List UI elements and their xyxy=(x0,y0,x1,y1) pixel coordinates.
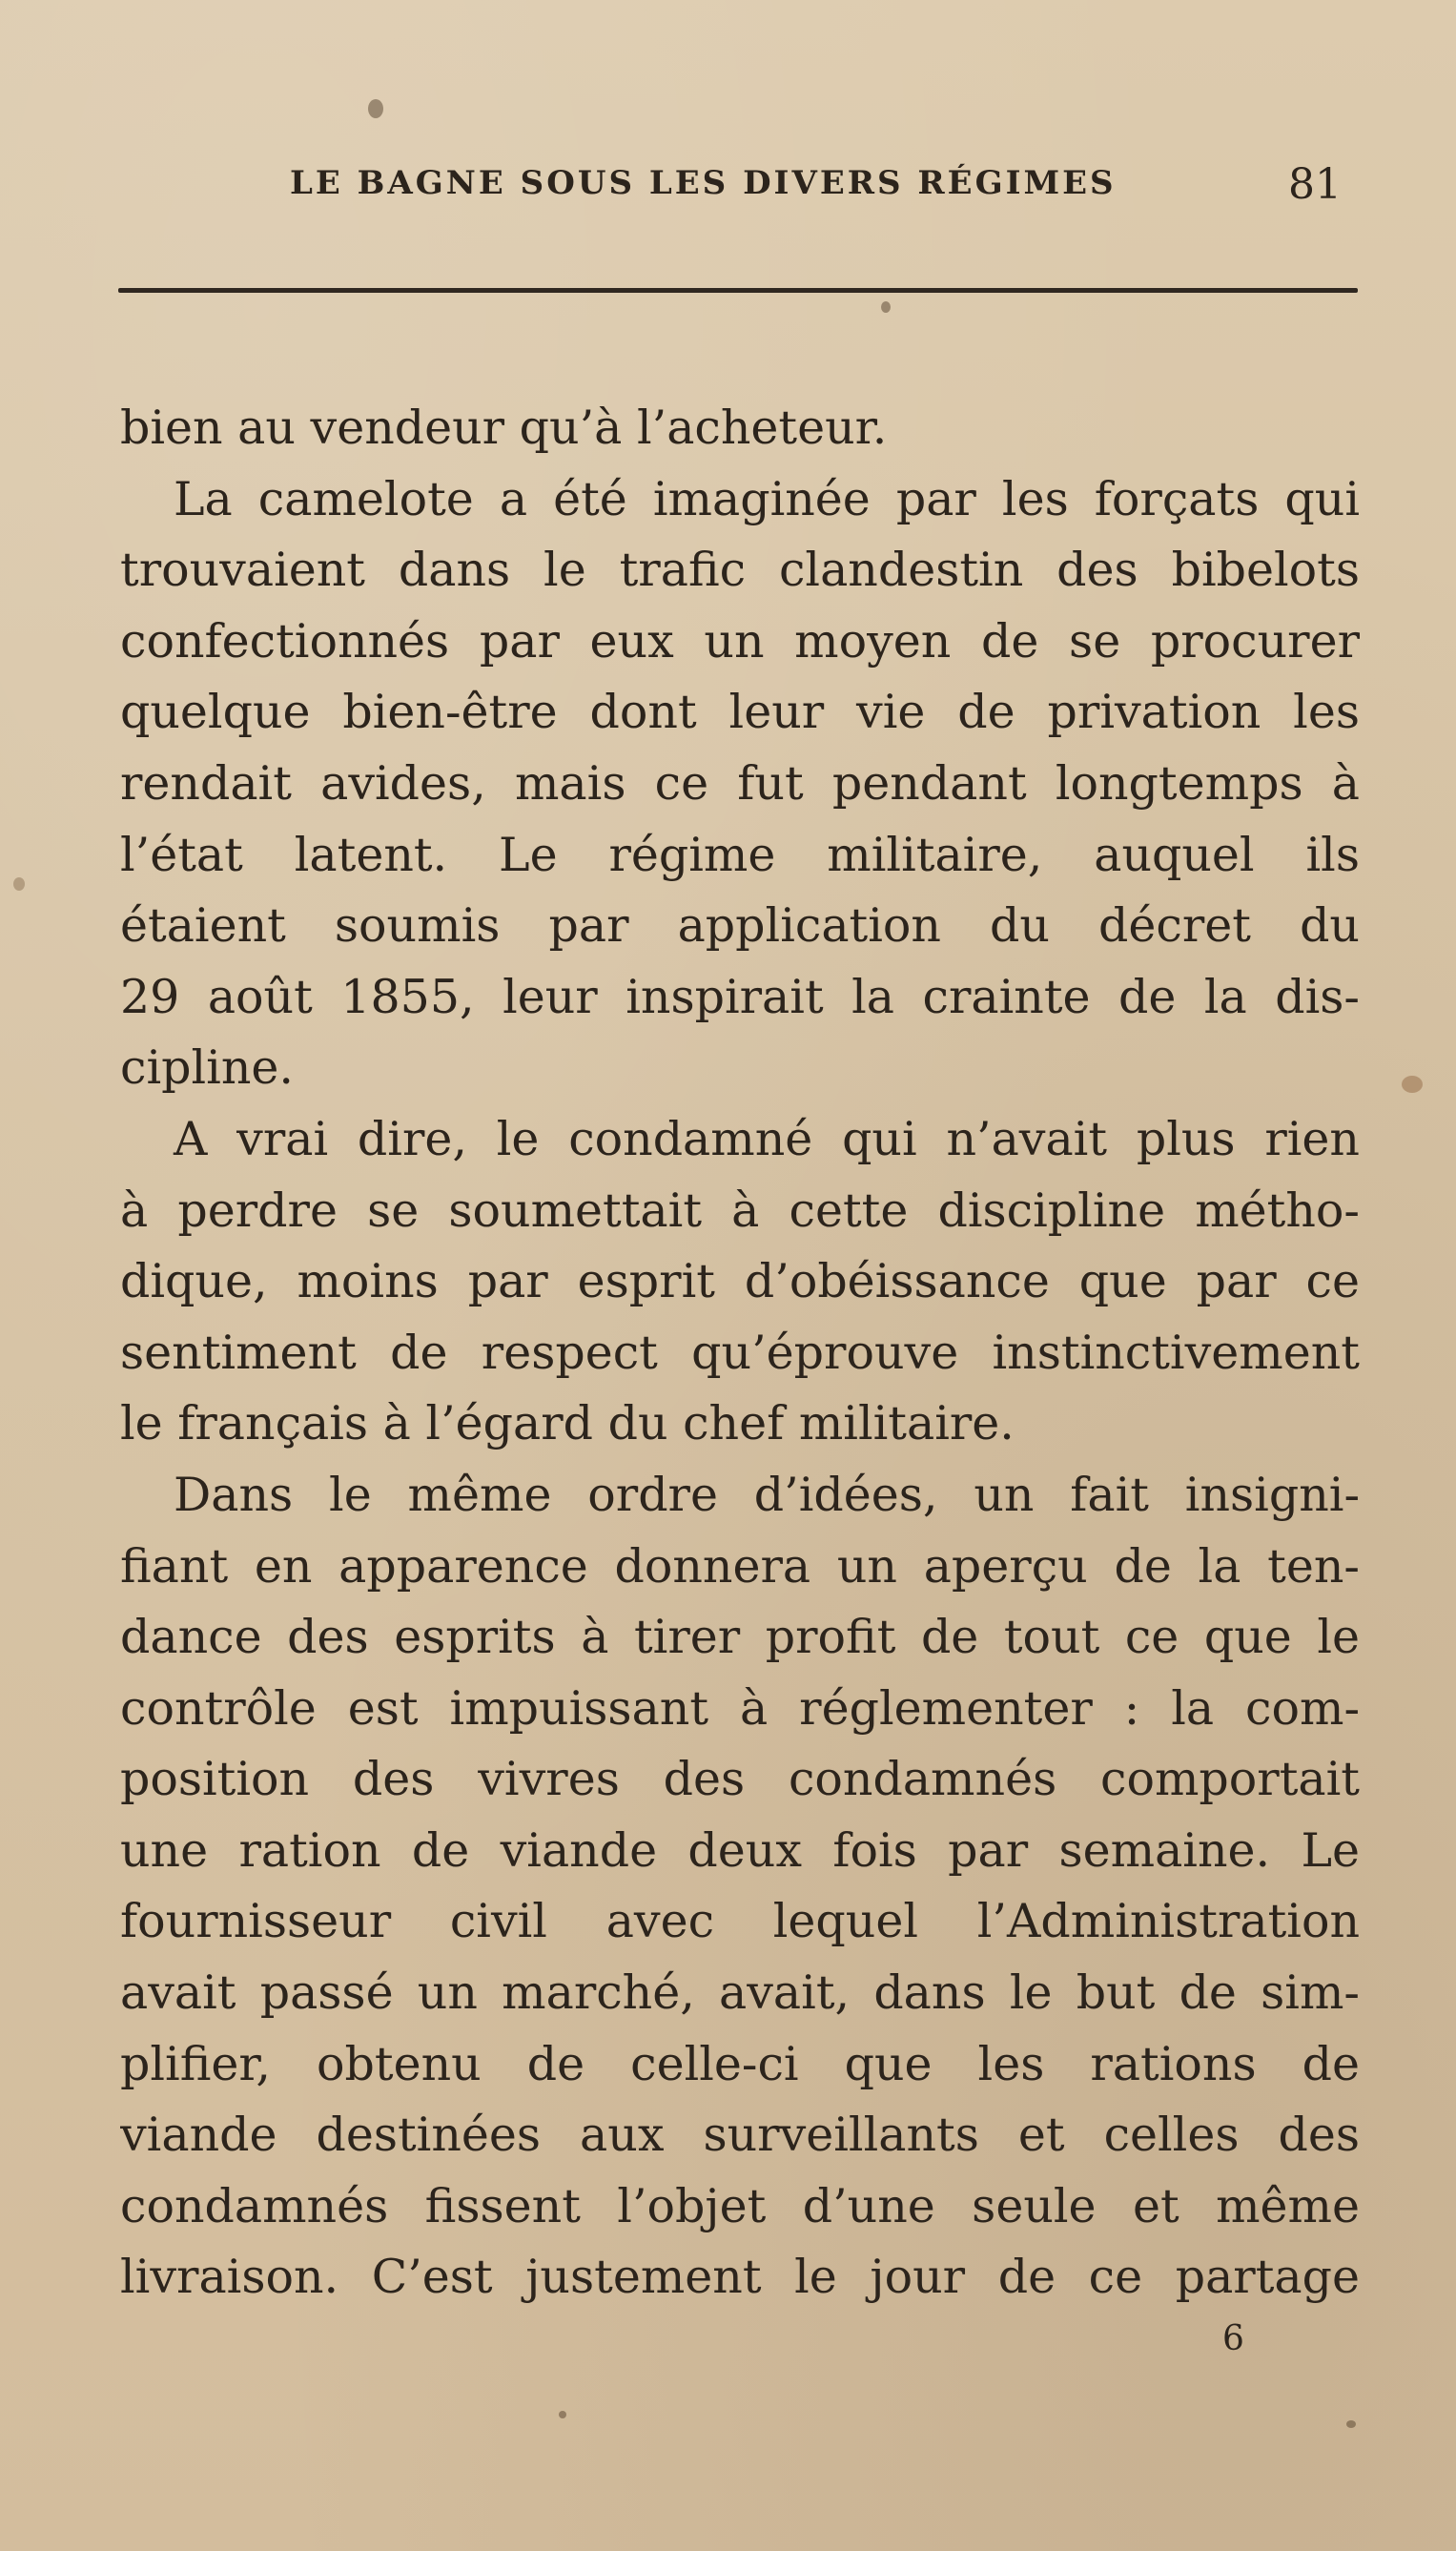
signature-mark: 6 xyxy=(1222,2319,1244,2358)
paper-speck xyxy=(368,99,383,118)
text-line: quelque bien-être dont leur vie de privation les xyxy=(120,685,1360,740)
body-text xyxy=(120,393,1360,2314)
text-line: livraison. C’est justement le jour de ce partage xyxy=(120,2250,1360,2305)
paper-speck xyxy=(559,2411,566,2418)
text-line: cipline. xyxy=(120,1040,294,1096)
text-line: étaient soumis par application du décret du xyxy=(120,898,1360,954)
text-line: dance des esprits à tirer profit de tout ce que le xyxy=(120,1610,1360,1665)
running-header xyxy=(122,160,1353,217)
text-line: à perdre se soumettait à cette discipline métho- xyxy=(120,1183,1360,1238)
text-line: une ration de viande deux fois par semaine. Le xyxy=(120,1822,1360,1878)
text-line: rendait avides, mais ce fut pendant longtemps à xyxy=(120,755,1360,811)
text-line: A vrai dire, le condamné qui n’avait plus rien xyxy=(174,1111,1360,1166)
text-line: trouvaient dans le trafic clandestin des bibelots xyxy=(120,543,1360,598)
running-title: LE BAGNE SOUS LES DIVERS RÉGIMES xyxy=(290,164,1117,202)
text-line: viande destinées aux surveillants et celles des xyxy=(120,2108,1360,2163)
text-line: fournisseur civil avec lequel l’Administration xyxy=(120,1894,1360,1949)
text-line: le français à l’égard du chef militaire. xyxy=(120,1396,1015,1451)
text-line: Dans le même ordre d’idées, un fait insigni- xyxy=(174,1467,1360,1522)
text-line: sentiment de respect qu’éprouve instinctivement xyxy=(120,1325,1360,1380)
text-line: plifier, obtenu de celle-ci que les rations de xyxy=(120,2036,1360,2091)
paper-speck xyxy=(13,877,25,891)
text-line: confectionnés par eux un moyen de se procurer xyxy=(120,613,1360,669)
text-line: dique, moins par esprit d’obéissance que par ce xyxy=(120,1254,1360,1309)
text-line: bien au vendeur qu’à l’acheteur. xyxy=(120,401,888,455)
page-number: 81 xyxy=(1288,160,1342,209)
text-line: avait passé un marché, avait, dans le but de sim- xyxy=(120,1965,1360,2021)
text-line: condamnés fissent l’objet d’une seule et même xyxy=(120,2178,1360,2233)
text-line: La camelote a été imaginée par les forçats qui xyxy=(174,471,1360,526)
text-line: position des vivres des condamnés comportait xyxy=(120,1752,1360,1807)
text-line: fiant en apparence donnera un aperçu de la ten- xyxy=(120,1538,1360,1594)
paper-speck xyxy=(1402,1076,1423,1093)
paper-speck xyxy=(1346,2420,1356,2428)
text-line: l’état latent. Le régime militaire, auquel ils xyxy=(120,827,1360,882)
text-line: 29 août 1855, leur inspirait la crainte de la dis- xyxy=(120,969,1360,1024)
header-rule xyxy=(118,288,1358,293)
paper-speck xyxy=(881,301,891,313)
text-line: contrôle est impuissant à réglementer : la com- xyxy=(120,1680,1360,1736)
